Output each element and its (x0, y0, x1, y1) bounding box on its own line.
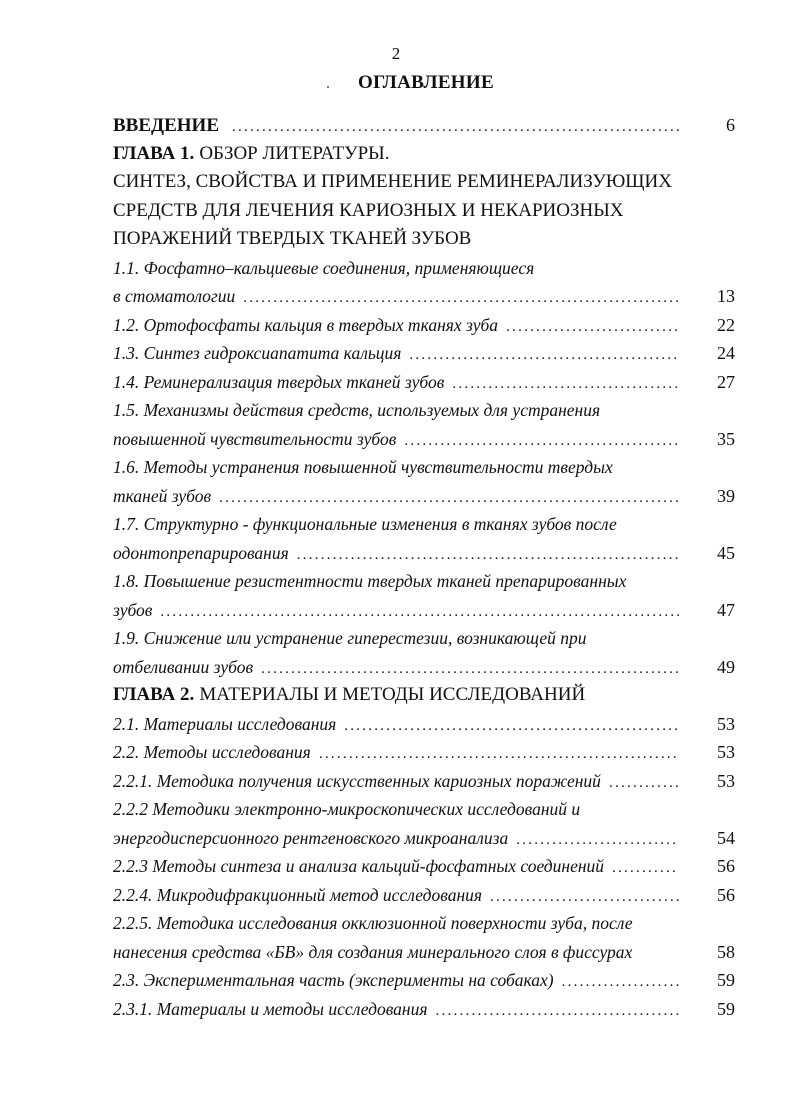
toc-entry-text: 2.3.1. Материалы и методы исследования (113, 998, 428, 1019)
dot-leader (232, 113, 679, 142)
dot-leader (160, 598, 679, 627)
toc-entry (113, 795, 735, 824)
toc-entry (113, 254, 735, 283)
toc-entry (113, 510, 735, 539)
dot-leader (297, 541, 679, 570)
toc-page-number: 24 (717, 343, 735, 363)
toc-entry-text: 1.3. Синтез гидроксиапатита кальция (113, 343, 402, 363)
toc-entry (113, 881, 735, 910)
toc-entry-text: энергодисперсионного рентгеновского микроанализа (113, 827, 509, 848)
chapter-label: ГЛАВА 1. (113, 142, 195, 164)
toc-entry (113, 111, 735, 140)
toc-entry (113, 339, 735, 368)
toc-page-number: 39 (717, 485, 735, 506)
toc-entry (113, 653, 735, 682)
dot-leader (243, 284, 679, 313)
toc-page-number: 27 (717, 371, 735, 392)
dot-leader (261, 655, 679, 684)
toc-page-number: 6 (726, 115, 735, 135)
toc-entry (113, 710, 735, 739)
toc-entry (113, 225, 735, 254)
dot-leader (506, 313, 679, 342)
chapter-label: ВВЕДЕНИЕ (113, 115, 219, 136)
dot-leader (219, 484, 679, 513)
page-number: 2 (391, 44, 401, 63)
toc-entry-text: повышенной чувствительности зубов (113, 428, 397, 449)
toc-entry-text: 1.2. Ортофосфаты кальция в твердых тканях зуба (113, 314, 499, 335)
toc-entry (113, 624, 735, 653)
chapter-label: ГЛАВА 2. (113, 684, 195, 705)
toc-page-number: 59 (717, 970, 735, 990)
dot-leader (344, 712, 679, 741)
toc-entry-text: 2.2.2 Методики электронно-микроскопических исследований и (113, 799, 581, 819)
page-title: ОГЛАВЛЕНИЕ (358, 72, 494, 93)
toc-entry-text: 1.7. Структурно - функциональные изменения в тканях зубов после (113, 514, 617, 534)
toc-entry-text: одонтопрепарирования (113, 542, 289, 563)
toc-page-number: 53 (717, 713, 735, 734)
toc-entry (113, 425, 735, 454)
toc-entry-text: МАТЕРИАЛЫ И МЕТОДЫ ИССЛЕДОВАНИЙ (199, 684, 586, 705)
toc-entry-text: СРЕДСТВ ДЛЯ ЛЕЧЕНИЯ КАРИОЗНЫХ И НЕКАРИОЗНЫХ (113, 199, 624, 221)
toc-entry-text: тканей зубов (113, 485, 212, 506)
toc-entry (113, 453, 735, 482)
toc-page-number: 59 (717, 998, 735, 1019)
toc-entry (113, 311, 735, 340)
toc-entry (113, 909, 735, 938)
toc-entry-text: 2.2.1. Методика получения искусственных кариозных поражений (113, 770, 601, 791)
toc-entry-text: 2.2. Методы исследования (113, 742, 311, 762)
toc-entry (113, 767, 735, 796)
toc-entry-text: 1.6. Методы устранения повышенной чувствительности твердых (113, 457, 613, 477)
toc-entry (113, 966, 735, 995)
toc-entry (113, 824, 735, 853)
toc-entry (113, 368, 735, 397)
toc-entry-text: 2.3. Экспериментальная часть (эксперименты на собаках) (113, 970, 554, 990)
toc-entry-text: 1.1. Фосфатно–кальциевые соединения, применяющиеся (113, 257, 535, 278)
toc-entry (113, 197, 735, 226)
toc-page-number: 13 (717, 286, 735, 306)
toc-entry-text: нанесения средства «БВ» для создания минерального слоя в фиссурах (113, 941, 633, 962)
dot-leader (319, 740, 679, 769)
dot-leader (516, 826, 679, 855)
toc-entry-text: 1.9. Снижение или устранение гиперестезии, возникающей при (113, 628, 587, 648)
toc-entry (113, 852, 735, 881)
toc-entry-text: ПОРАЖЕНИЙ ТВЕРДЫХ ТКАНЕЙ ЗУБОВ (113, 228, 472, 249)
toc-page-number: 53 (717, 742, 735, 762)
toc-entry (113, 140, 735, 169)
toc-entry (113, 938, 735, 967)
toc-page-number: 49 (717, 656, 735, 677)
dot-leader (404, 427, 679, 456)
toc-page-number: 56 (717, 856, 735, 876)
toc-entry-text: зубов (113, 599, 153, 620)
toc-page-number: 58 (717, 941, 735, 962)
toc-page-number: 45 (717, 542, 735, 563)
dot-leader (409, 341, 679, 370)
toc-entry-text: отбеливании зубов (113, 656, 254, 677)
toc-entry-text: 1.5. Механизмы действия средств, используемых для устранения (113, 400, 601, 420)
toc-page-number: 35 (717, 428, 735, 449)
toc-entry (113, 567, 735, 596)
toc-entry-text: 1.4. Реминерализация твердых тканей зубов (113, 371, 445, 392)
dot-leader (609, 769, 679, 798)
dot-leader (562, 968, 679, 997)
dot-leader (452, 370, 679, 399)
toc-entry-text: 2.2.4. Микродифракционный метод исследования (113, 884, 483, 905)
toc-entry-text: 2.2.5. Методика исследования окклюзионной поверхности зуба, после (113, 913, 633, 933)
toc-entry-text: 2.1. Материалы исследования (113, 713, 337, 734)
toc-entry (113, 396, 735, 425)
toc-entry-text: ОБЗОР ЛИТЕРАТУРЫ. (199, 142, 390, 164)
toc-entry-text: 1.8. Повышение резистентности твердых тканей препарированных (113, 571, 627, 591)
toc-entry (113, 995, 735, 1024)
toc-entry (113, 168, 735, 197)
table-of-contents (113, 111, 735, 1023)
toc-page-number: 22 (717, 314, 735, 335)
toc-entry (113, 282, 735, 311)
toc-page-number: 47 (717, 599, 735, 620)
toc-entry (113, 482, 735, 511)
dot-leader (490, 883, 679, 912)
toc-page-number: 54 (717, 827, 735, 848)
toc-entry-text: СИНТЕЗ, СВОЙСТВА И ПРИМЕНЕНИЕ РЕМИНЕРАЛИЗУЮЩИХ (113, 171, 672, 192)
toc-entry (113, 596, 735, 625)
toc-entry-text: в стоматологии (113, 286, 236, 306)
toc-page-number: 56 (717, 884, 735, 905)
toc-entry (113, 539, 735, 568)
toc-entry (113, 738, 735, 767)
toc-page-number: 53 (717, 770, 735, 791)
dot-leader (436, 997, 680, 1026)
toc-entry-text: 2.2.3 Методы синтеза и анализа кальций-фосфатных соединений (113, 856, 605, 876)
toc-entry (113, 681, 735, 710)
dot-leader (612, 854, 679, 883)
